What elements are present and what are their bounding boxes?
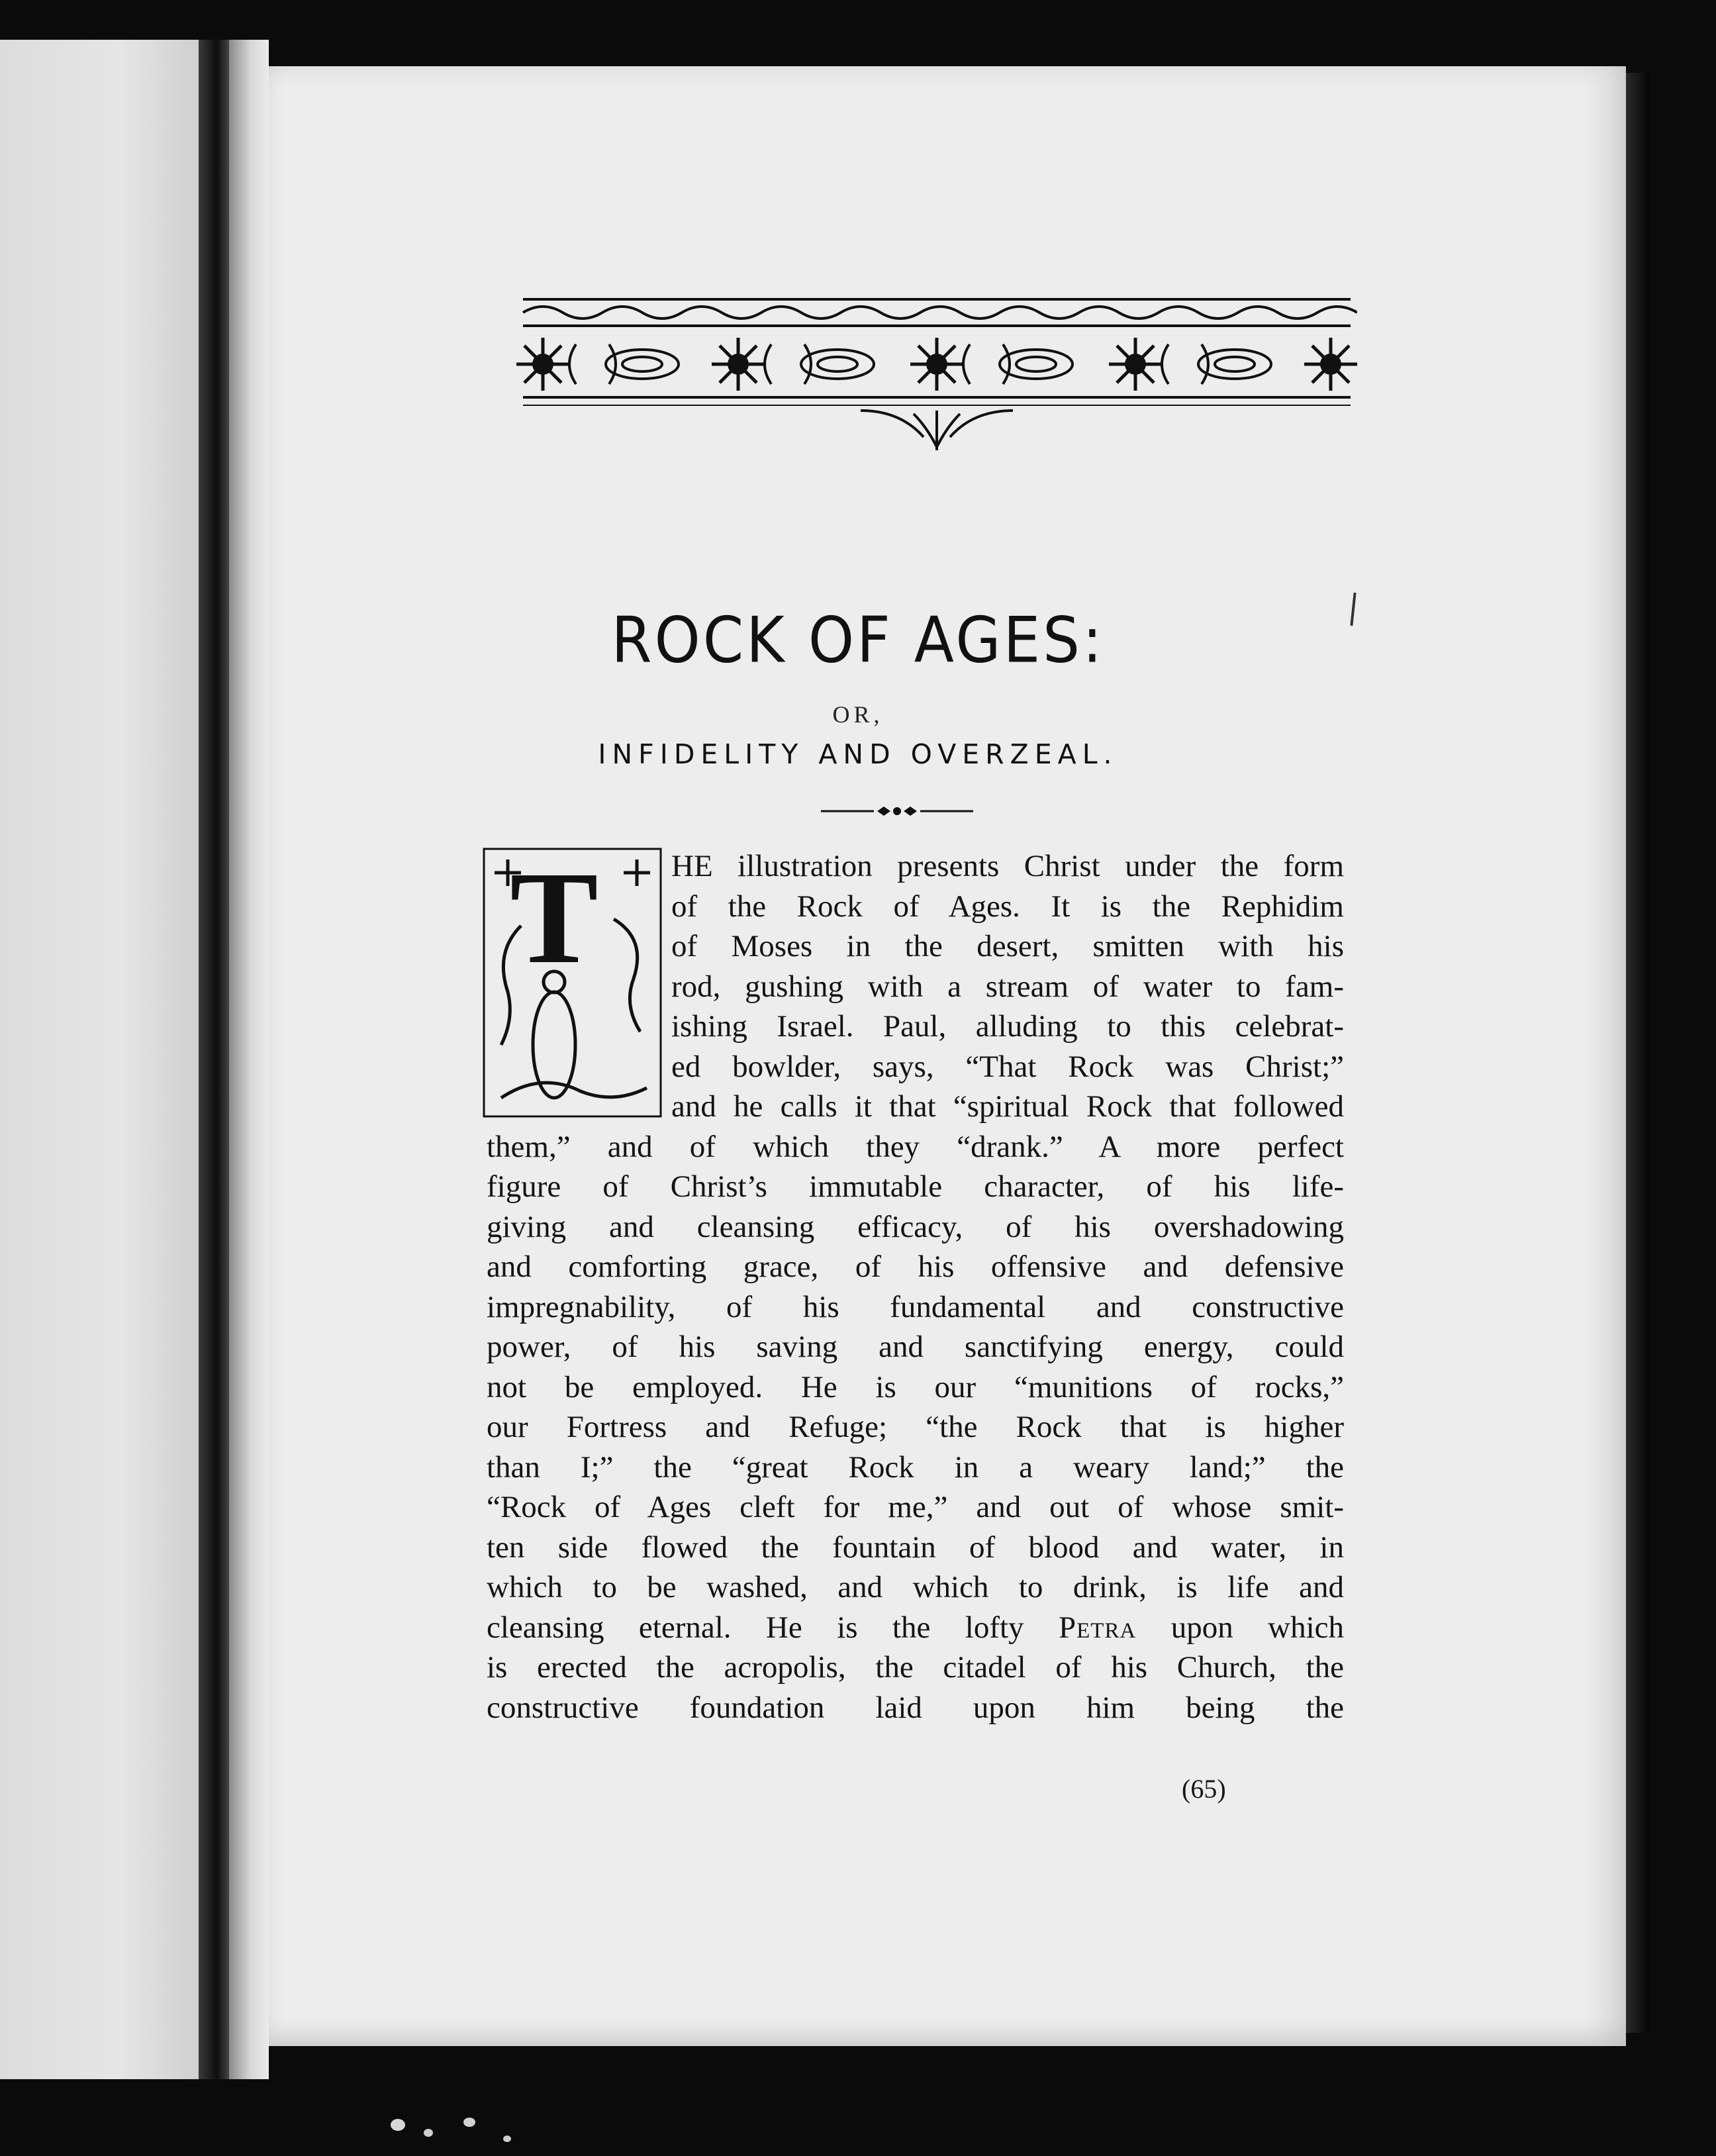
- body-line-14: not be employed. He is our “munitions of rocks,”: [487, 1369, 1344, 1404]
- scan-speck: [424, 2129, 433, 2137]
- body-line-10: giving and cleansing efficacy, of his overshadowing: [487, 1209, 1344, 1244]
- body-line-20-end: upon which: [1170, 1610, 1345, 1645]
- body-line-12: impregnability, of his fundamental and constructive: [487, 1289, 1344, 1324]
- page-number: (65): [1182, 1774, 1226, 1804]
- body-line-15: our Fortress and Refuge; “the Rock that is higher: [487, 1410, 1344, 1444]
- scan-speck: [391, 2119, 405, 2131]
- body-line-4: rod, gushing with a stream of water to fam-: [671, 969, 1344, 1004]
- body-line-7: and he calls it that “spiritual Rock that followed: [671, 1089, 1344, 1124]
- title-conjunction: OR,: [832, 701, 884, 728]
- body-line-19: which to be washed, and which to drink, is life and: [487, 1570, 1344, 1604]
- body-line-9: figure of Christ’s immutable character, of his life-: [487, 1169, 1344, 1204]
- body-line-8: them,” and of which they “drank.” A more perfect: [487, 1129, 1344, 1164]
- page-edge-shadow: [1626, 73, 1650, 2033]
- dropcap-letter: T: [510, 846, 598, 991]
- book-spine-shadow: [199, 40, 229, 2079]
- body-line-16: than I;” the “great Rock in a weary land;” the: [487, 1449, 1344, 1485]
- body-line-1: HE illustration presents Christ under the form: [671, 849, 1344, 883]
- chapter-subtitle: INFIDELITY AND OVERZEAL.: [598, 738, 1118, 770]
- body-line-18: ten side flowed the fountain of blood and water, in: [487, 1530, 1344, 1565]
- section-rule: [821, 801, 973, 821]
- petra-word: Petra: [1058, 1610, 1137, 1645]
- body-line-13: power, of his saving and sanctifying energy, could: [487, 1330, 1344, 1364]
- body-line-21: is erected the acropolis, the citadel of his Church, the: [487, 1650, 1344, 1685]
- header-ornament: [516, 291, 1357, 464]
- body-text: [487, 846, 1344, 1728]
- previous-page-edge: [0, 40, 199, 2079]
- body-line-6: ed bowlder, says, “That Rock was Christ;”: [671, 1049, 1344, 1084]
- body-line-3: of Moses in the desert, smitten with his: [671, 929, 1344, 963]
- body-line-20-start: cleansing eternal. He is the lofty: [487, 1610, 1024, 1645]
- scan-speck: [503, 2135, 511, 2142]
- body-line-22: constructive foundation laid upon him being the: [487, 1690, 1344, 1725]
- illuminated-dropcap: [481, 846, 663, 1119]
- chapter-title: ROCK OF AGES:: [611, 603, 1105, 677]
- scan-speck: [463, 2118, 475, 2127]
- body-line-20: [487, 1608, 1344, 1648]
- page-gutter: [229, 40, 269, 2079]
- body-line-5: ishing Israel. Paul, alluding to this celebrat-: [671, 1009, 1344, 1044]
- body-line-17: “Rock of Ages cleft for me,” and out of whose smit-: [487, 1490, 1344, 1524]
- body-line-2: of the Rock of Ages. It is the Rephidim: [671, 889, 1344, 924]
- body-line-11: and comforting grace, of his offensive and defensive: [487, 1250, 1344, 1284]
